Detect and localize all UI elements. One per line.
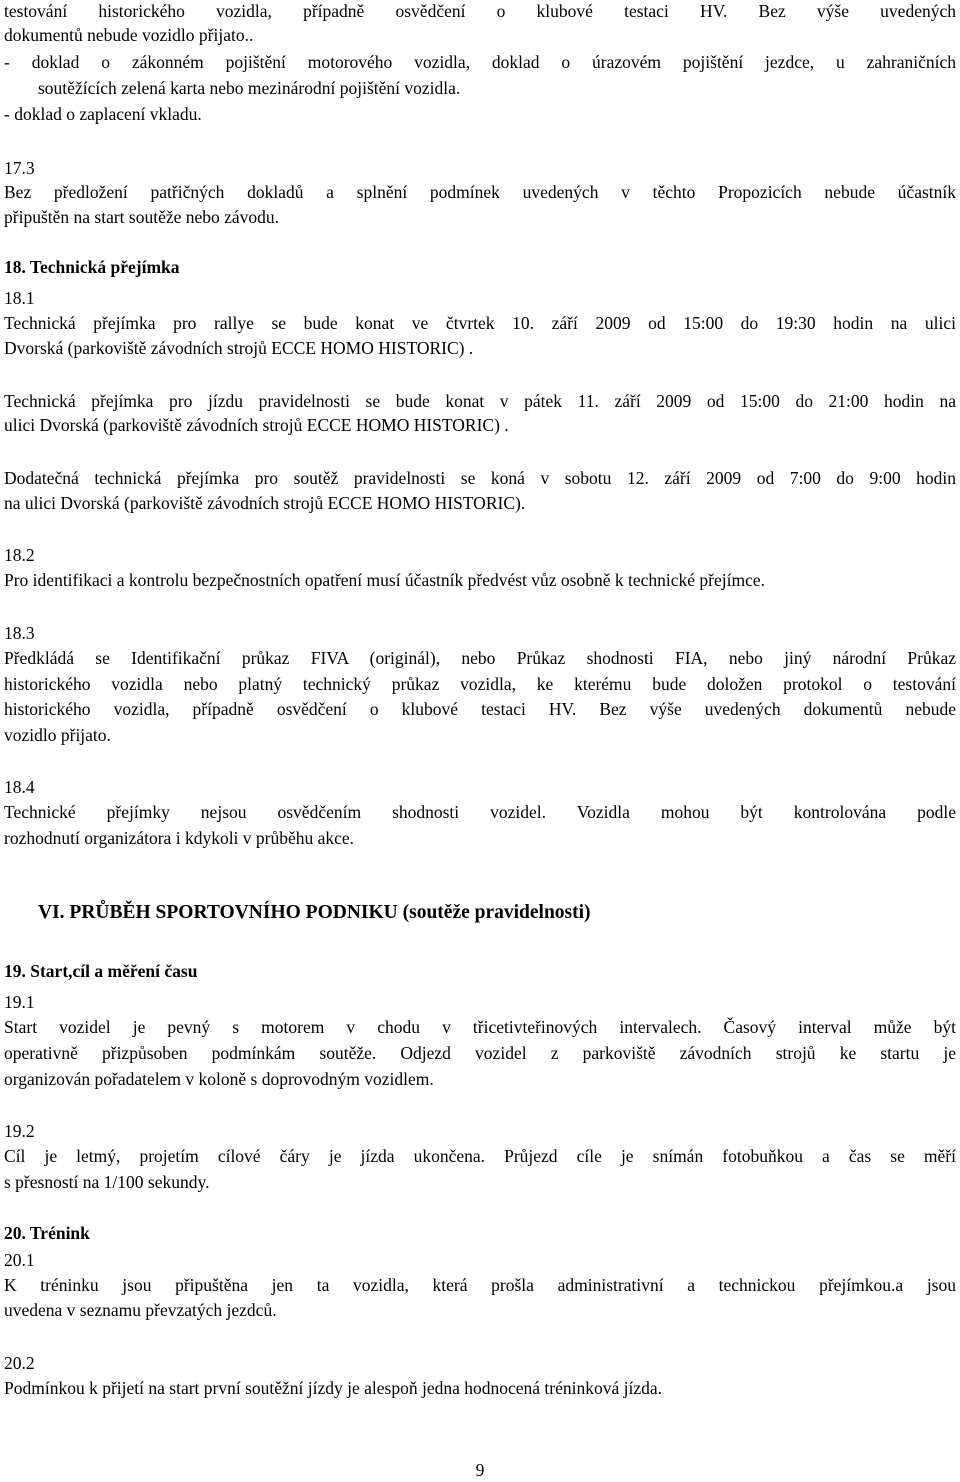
- text-line: vozidlo přijato.: [4, 725, 111, 745]
- text-line: testování historického vozidla, případně osvědčení o klubové testaci HV. Bez výše uvedených: [4, 1, 956, 21]
- section-heading: 20. Trénink: [4, 1223, 90, 1243]
- section-number: 18.3: [4, 623, 35, 643]
- section-heading: 19. Start,cíl a měření času: [4, 961, 198, 981]
- text-line: dokumentů nebude vozidlo přijato..: [4, 25, 254, 45]
- text-line: ulici Dvorská (parkoviště závodních strojů ECCE HOMO HISTORIC) .: [4, 415, 509, 435]
- page-number: 9: [475, 1460, 485, 1480]
- text-line: na ulici Dvorská (parkoviště závodních strojů ECCE HOMO HISTORIC).: [4, 493, 526, 513]
- text-line: Cíl je letmý, projetím cílové čáry je jízda ukončena. Průjezd cíle je snímán fotobuňkou a čas se měří: [4, 1146, 956, 1166]
- chapter-heading: VI. PRŮBĚH SPORTOVNÍHO PODNIKU (soutěže pravidelnosti): [38, 902, 591, 923]
- text-line: historického vozidla nebo platný technický průkaz vozidla, ke kterému bude doložen protokol o testování: [4, 674, 956, 694]
- text-line: Start vozidel je pevný s motorem v chodu v třicetivteřinových intervalech. Časový interval může být: [4, 1017, 956, 1037]
- section-number: 18.2: [4, 545, 35, 565]
- text-line: soutěžících zelená karta nebo mezinárodní pojištění vozidla.: [38, 78, 461, 98]
- section-number: 18.4: [4, 777, 35, 797]
- text-line: Technická přejímka pro jízdu pravidelnosti se bude konat v pátek 11. září 2009 od 15:00 do 21:00 hodin na: [4, 391, 956, 411]
- text-line: Pro identifikaci a kontrolu bezpečnostních opatření musí účastník předvést vůz osobně k technické přejímce.: [4, 570, 766, 590]
- section-number: 17.3: [4, 158, 35, 178]
- text-line: rozhodnutí organizátora i kdykoli v průběhu akce.: [4, 828, 355, 848]
- text-line: Předkládá se Identifikační průkaz FIVA (originál), nebo Průkaz shodnosti FIA, nebo jiný národní Průkaz: [4, 648, 956, 668]
- text-line: připuštěn na start soutěže nebo závodu.: [4, 207, 280, 227]
- text-line: - doklad o zaplacení vkladu.: [4, 104, 202, 124]
- text-line: - doklad o zákonném pojištění motorového vozidla, doklad o úrazovém pojištění jezdce, u zahraničních: [4, 52, 956, 72]
- text-line: Technická přejímka pro rallye se bude konat ve čtvrtek 10. září 2009 od 15:00 do 19:30 hodin na ulici: [4, 313, 956, 333]
- text-line: Dvorská (parkoviště závodních strojů ECCE HOMO HISTORIC) .: [4, 338, 474, 358]
- section-heading: 18. Technická přejímka: [4, 257, 180, 277]
- text-line: K tréninku jsou připuštěna jen ta vozidla, která prošla administrativní a technickou přejímkou.a jsou: [4, 1275, 956, 1295]
- section-number: 20.1: [4, 1250, 35, 1270]
- section-number: 18.1: [4, 288, 35, 308]
- text-line: historického vozidla, případně osvědčení o klubové testaci HV. Bez výše uvedených dokumentů nebude: [4, 699, 956, 719]
- text-line: Bez předložení patřičných dokladů a splnění podmínek uvedených v těchto Propozicích nebude účastník: [4, 182, 956, 202]
- section-number: 19.1: [4, 992, 35, 1012]
- section-number: 20.2: [4, 1353, 35, 1373]
- text-line: organizován pořadatelem v koloně s doprovodným vozidlem.: [4, 1069, 434, 1089]
- text-line: Technické přejímky nejsou osvědčením shodnosti vozidel. Vozidla mohou být kontrolována podle: [4, 802, 956, 822]
- section-number: 19.2: [4, 1121, 35, 1141]
- text-line: operativně přizpůsoben podmínkám soutěže. Odjezd vozidel z parkoviště závodních strojů ke startu je: [4, 1043, 956, 1063]
- text-line: Dodatečná technická přejímka pro soutěž pravidelnosti se koná v sobotu 12. září 2009 od 7:00 do 9:00 hodin: [4, 468, 956, 488]
- text-line: uvedena v seznamu převzatých jezdců.: [4, 1300, 277, 1320]
- text-line: s přesností na 1/100 sekundy.: [4, 1172, 210, 1192]
- text-line: Podmínkou k přijetí na start první soutěžní jízdy je alespoň jedna hodnocená tréninková jízda.: [4, 1378, 663, 1398]
